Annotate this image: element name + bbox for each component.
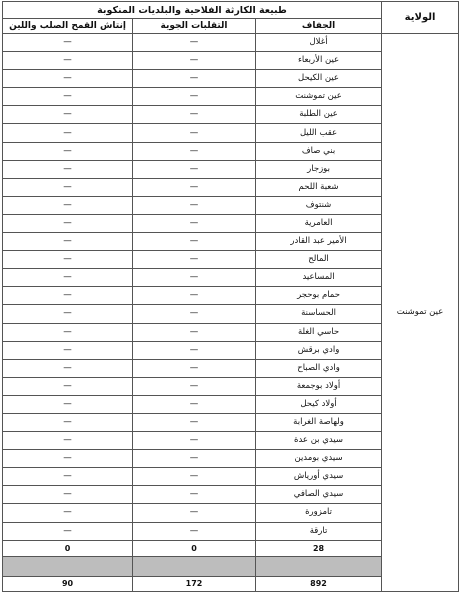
commune-name: شنتوف bbox=[256, 196, 382, 214]
commune-name: وادي برقش bbox=[256, 341, 382, 359]
production-value: — bbox=[3, 251, 133, 269]
commune-name: العامرية bbox=[256, 214, 382, 232]
commune-name: المالح bbox=[256, 251, 382, 269]
weather-value: — bbox=[133, 251, 256, 269]
production-value: — bbox=[3, 196, 133, 214]
weather-value: — bbox=[133, 88, 256, 106]
weather-column-header: التقلبات الجوية bbox=[133, 19, 256, 34]
nature-header: طبيعة الكارثة الفلاحية والبلديات المنكوبة bbox=[3, 2, 382, 19]
production-column-header: إنتاش القمح الصلب واللين bbox=[3, 19, 133, 34]
production-value: — bbox=[3, 305, 133, 323]
weather-value: — bbox=[133, 323, 256, 341]
production-value: — bbox=[3, 486, 133, 504]
weather-value: — bbox=[133, 233, 256, 251]
table-row bbox=[3, 34, 459, 52]
production-value: — bbox=[3, 413, 133, 431]
commune-name: ولهاصة الغرابة bbox=[256, 413, 382, 431]
production-value: — bbox=[3, 432, 133, 450]
production-value: — bbox=[3, 287, 133, 305]
drought-column-header: الجفاف bbox=[256, 19, 382, 34]
commune-name: الأمير عبد القادر bbox=[256, 233, 382, 251]
weather-value: — bbox=[133, 377, 256, 395]
commune-name: أغلال bbox=[256, 34, 382, 52]
commune-name: بوزجار bbox=[256, 160, 382, 178]
commune-name: سيدي بن عدة bbox=[256, 432, 382, 450]
production-value: — bbox=[3, 160, 133, 178]
commune-name: المساعيد bbox=[256, 269, 382, 287]
production-value: — bbox=[3, 395, 133, 413]
weather-value: — bbox=[133, 142, 256, 160]
weather-value: — bbox=[133, 522, 256, 540]
total-production: 90 bbox=[3, 576, 133, 591]
production-value: — bbox=[3, 522, 133, 540]
weather-value: — bbox=[133, 468, 256, 486]
production-value: — bbox=[3, 450, 133, 468]
wilaya-cell: عين تموشنت bbox=[382, 34, 459, 592]
weather-value: — bbox=[133, 504, 256, 522]
commune-name: سيدي الصافي bbox=[256, 486, 382, 504]
weather-value: — bbox=[133, 52, 256, 70]
production-value: — bbox=[3, 269, 133, 287]
weather-value: — bbox=[133, 413, 256, 431]
separator-cell bbox=[133, 556, 256, 576]
weather-value: — bbox=[133, 359, 256, 377]
weather-value: — bbox=[133, 395, 256, 413]
commune-name: بني صاف bbox=[256, 142, 382, 160]
weather-value: — bbox=[133, 341, 256, 359]
production-value: — bbox=[3, 504, 133, 522]
production-value: — bbox=[3, 70, 133, 88]
separator-cell bbox=[3, 556, 133, 576]
weather-value: — bbox=[133, 305, 256, 323]
commune-name: شعبة اللحم bbox=[256, 178, 382, 196]
weather-value: — bbox=[133, 486, 256, 504]
production-value: — bbox=[3, 178, 133, 196]
commune-name: عقب الليل bbox=[256, 124, 382, 142]
production-value: — bbox=[3, 377, 133, 395]
weather-value: — bbox=[133, 450, 256, 468]
weather-value: — bbox=[133, 70, 256, 88]
subtotal-weather: 0 bbox=[133, 540, 256, 556]
production-value: — bbox=[3, 52, 133, 70]
production-value: — bbox=[3, 359, 133, 377]
separator-cell bbox=[256, 556, 382, 576]
disaster-table-frame bbox=[2, 1, 458, 592]
commune-name: سيدي بومدين bbox=[256, 450, 382, 468]
weather-value: — bbox=[133, 160, 256, 178]
weather-value: — bbox=[133, 34, 256, 52]
commune-name: عين الطلبة bbox=[256, 106, 382, 124]
subtotal-drought: 28 bbox=[256, 540, 382, 556]
total-weather: 172 bbox=[133, 576, 256, 591]
weather-value: — bbox=[133, 106, 256, 124]
production-value: — bbox=[3, 341, 133, 359]
disaster-table bbox=[2, 1, 459, 592]
total-drought: 892 bbox=[256, 576, 382, 591]
commune-name: أولاد بوجمعة bbox=[256, 377, 382, 395]
weather-value: — bbox=[133, 124, 256, 142]
weather-value: — bbox=[133, 178, 256, 196]
weather-value: — bbox=[133, 196, 256, 214]
commune-name: الحساسنة bbox=[256, 305, 382, 323]
commune-name: عين تموشنت bbox=[256, 88, 382, 106]
commune-name: حاسي الغلة bbox=[256, 323, 382, 341]
production-value: — bbox=[3, 142, 133, 160]
table-body bbox=[3, 34, 459, 592]
commune-name: تامزورة bbox=[256, 504, 382, 522]
commune-name: حمام بوحجر bbox=[256, 287, 382, 305]
subtotal-production: 0 bbox=[3, 540, 133, 556]
commune-name: عين الكيحل bbox=[256, 70, 382, 88]
production-value: — bbox=[3, 88, 133, 106]
weather-value: — bbox=[133, 287, 256, 305]
commune-name: وادي الصباح bbox=[256, 359, 382, 377]
production-value: — bbox=[3, 106, 133, 124]
production-value: — bbox=[3, 233, 133, 251]
production-value: — bbox=[3, 34, 133, 52]
commune-name: عين الأربعاء bbox=[256, 52, 382, 70]
production-value: — bbox=[3, 214, 133, 232]
production-value: — bbox=[3, 468, 133, 486]
commune-name: أولاد كيحل bbox=[256, 395, 382, 413]
production-value: — bbox=[3, 124, 133, 142]
wilaya-header: الولاية bbox=[382, 2, 459, 34]
weather-value: — bbox=[133, 214, 256, 232]
commune-name: سيدي أورياش bbox=[256, 468, 382, 486]
weather-value: — bbox=[133, 269, 256, 287]
production-value: — bbox=[3, 323, 133, 341]
commune-name: تارقة bbox=[256, 522, 382, 540]
weather-value: — bbox=[133, 432, 256, 450]
